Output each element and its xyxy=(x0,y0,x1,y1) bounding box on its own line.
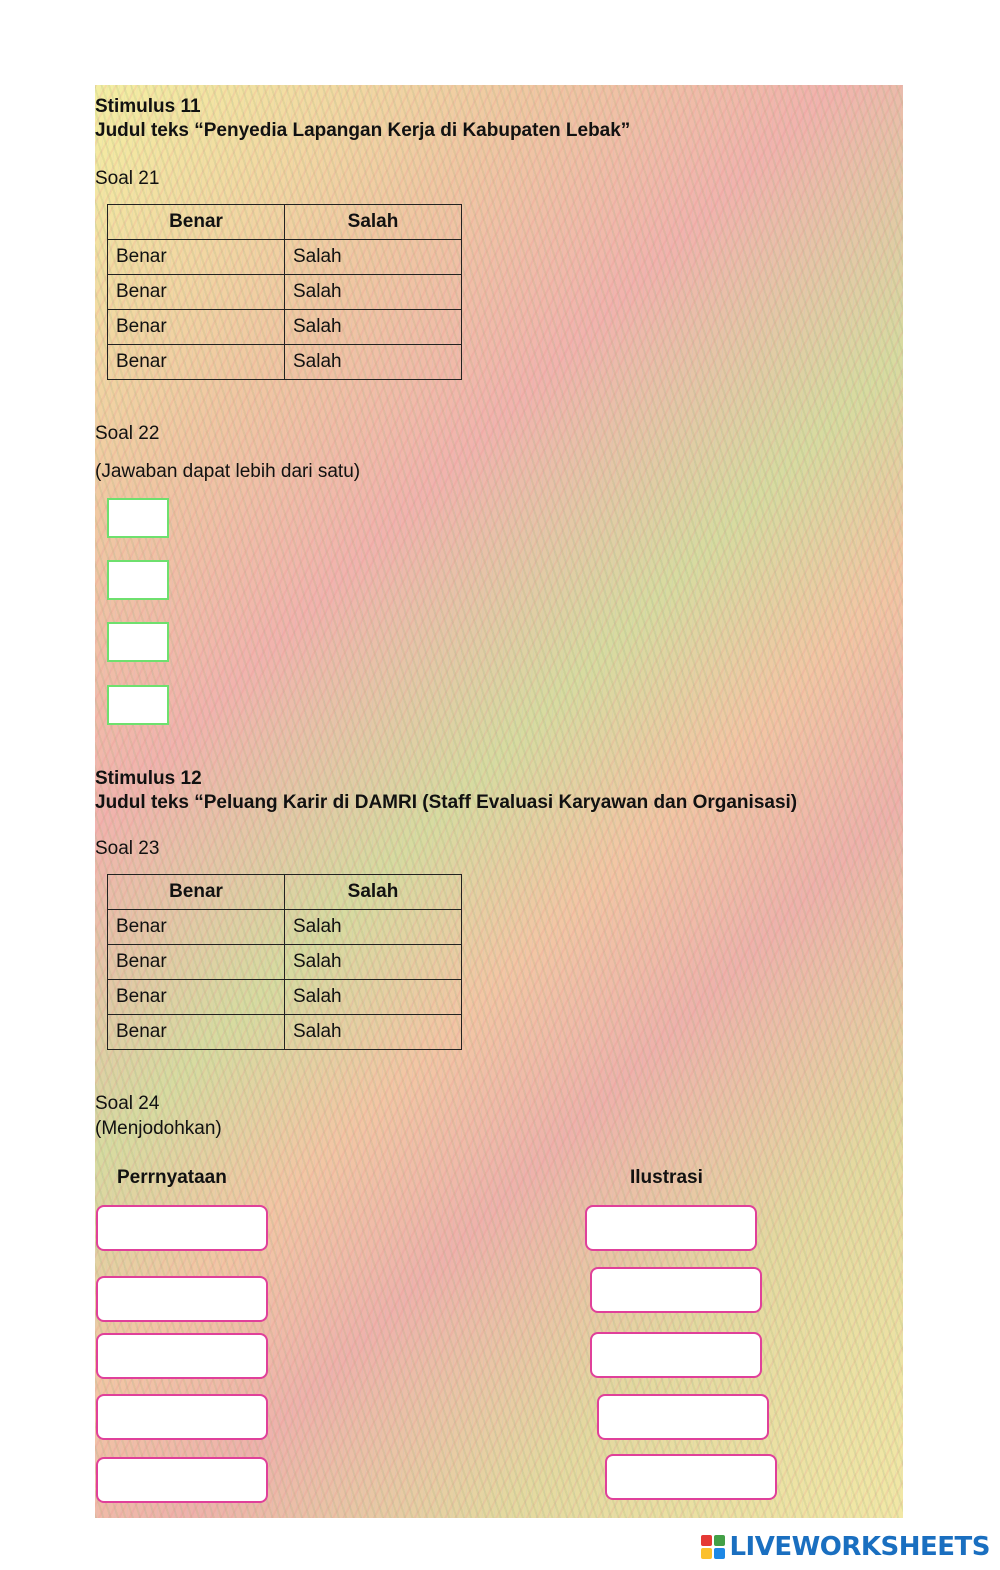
illustration-dropzone-2[interactable] xyxy=(590,1267,762,1313)
option-salah[interactable]: Salah xyxy=(285,345,462,380)
statement-dropzone-2[interactable] xyxy=(96,1276,268,1322)
soal-24-label: Soal 24 xyxy=(95,1093,160,1114)
soal-22-label: Soal 22 xyxy=(95,423,160,444)
answer-checkbox-1[interactable] xyxy=(107,498,169,538)
statement-dropzone-1[interactable] xyxy=(96,1205,268,1251)
illustration-dropzone-5[interactable] xyxy=(605,1454,777,1500)
soal-23-label: Soal 23 xyxy=(95,838,160,859)
answer-checkbox-4[interactable] xyxy=(107,685,169,725)
table-row xyxy=(108,945,462,980)
option-salah[interactable]: Salah xyxy=(285,910,462,945)
soal-21-label: Soal 21 xyxy=(95,168,160,189)
table-row xyxy=(108,1015,462,1050)
option-salah[interactable]: Salah xyxy=(285,240,462,275)
illustration-dropzone-4[interactable] xyxy=(597,1394,769,1440)
answer-checkbox-2[interactable] xyxy=(107,560,169,600)
option-salah[interactable]: Salah xyxy=(285,980,462,1015)
option-salah[interactable]: Salah xyxy=(285,310,462,345)
soal-23-table xyxy=(107,874,462,1050)
illustration-dropzone-3[interactable] xyxy=(590,1332,762,1378)
option-salah[interactable]: Salah xyxy=(285,1015,462,1050)
soal-21-table xyxy=(107,204,462,380)
option-benar[interactable]: Benar xyxy=(108,240,285,275)
illustration-dropzone-1[interactable] xyxy=(585,1205,757,1251)
brand-name: LIVEWORKSHEETS xyxy=(729,1532,990,1562)
table-row xyxy=(108,345,462,380)
option-benar[interactable]: Benar xyxy=(108,910,285,945)
soal-22-note: (Jawaban dapat lebih dari satu) xyxy=(95,461,361,482)
table-header-row xyxy=(108,875,462,910)
option-benar[interactable]: Benar xyxy=(108,980,285,1015)
table-row xyxy=(108,910,462,945)
table-row xyxy=(108,980,462,1015)
stimulus-11-title: Judul teks “Penyedia Lapangan Kerja di Kabupaten Lebak” xyxy=(95,120,631,141)
statement-dropzone-4[interactable] xyxy=(96,1394,268,1440)
option-salah[interactable]: Salah xyxy=(285,275,462,310)
option-benar[interactable]: Benar xyxy=(108,345,285,380)
soal-24-note: (Menjodohkan) xyxy=(95,1118,222,1139)
option-benar[interactable]: Benar xyxy=(108,1015,285,1050)
header-salah: Salah xyxy=(285,875,462,910)
ilustrasi-header: Ilustrasi xyxy=(630,1167,703,1188)
option-benar[interactable]: Benar xyxy=(108,275,285,310)
stimulus-12-heading: Stimulus 12 xyxy=(95,768,202,789)
table-row xyxy=(108,310,462,345)
table-row xyxy=(108,240,462,275)
answer-checkbox-3[interactable] xyxy=(107,622,169,662)
header-benar: Benar xyxy=(108,205,285,240)
table-header-row xyxy=(108,205,462,240)
statement-dropzone-3[interactable] xyxy=(96,1333,268,1379)
header-salah: Salah xyxy=(285,205,462,240)
stimulus-11-heading: Stimulus 11 xyxy=(95,96,201,117)
statement-dropzone-5[interactable] xyxy=(96,1457,268,1503)
option-benar[interactable]: Benar xyxy=(108,945,285,980)
pernyataan-header: Perrnyataan xyxy=(117,1167,227,1188)
option-salah[interactable]: Salah xyxy=(285,945,462,980)
table-row xyxy=(108,275,462,310)
option-benar[interactable]: Benar xyxy=(108,310,285,345)
header-benar: Benar xyxy=(108,875,285,910)
worksheet-page xyxy=(95,85,903,1518)
liveworksheets-brand[interactable] xyxy=(701,1532,990,1562)
liveworksheets-logo-icon xyxy=(701,1535,725,1559)
stimulus-12-title: Judul teks “Peluang Karir di DAMRI (Staff Evaluasi Karyawan dan Organisasi) xyxy=(95,792,798,813)
